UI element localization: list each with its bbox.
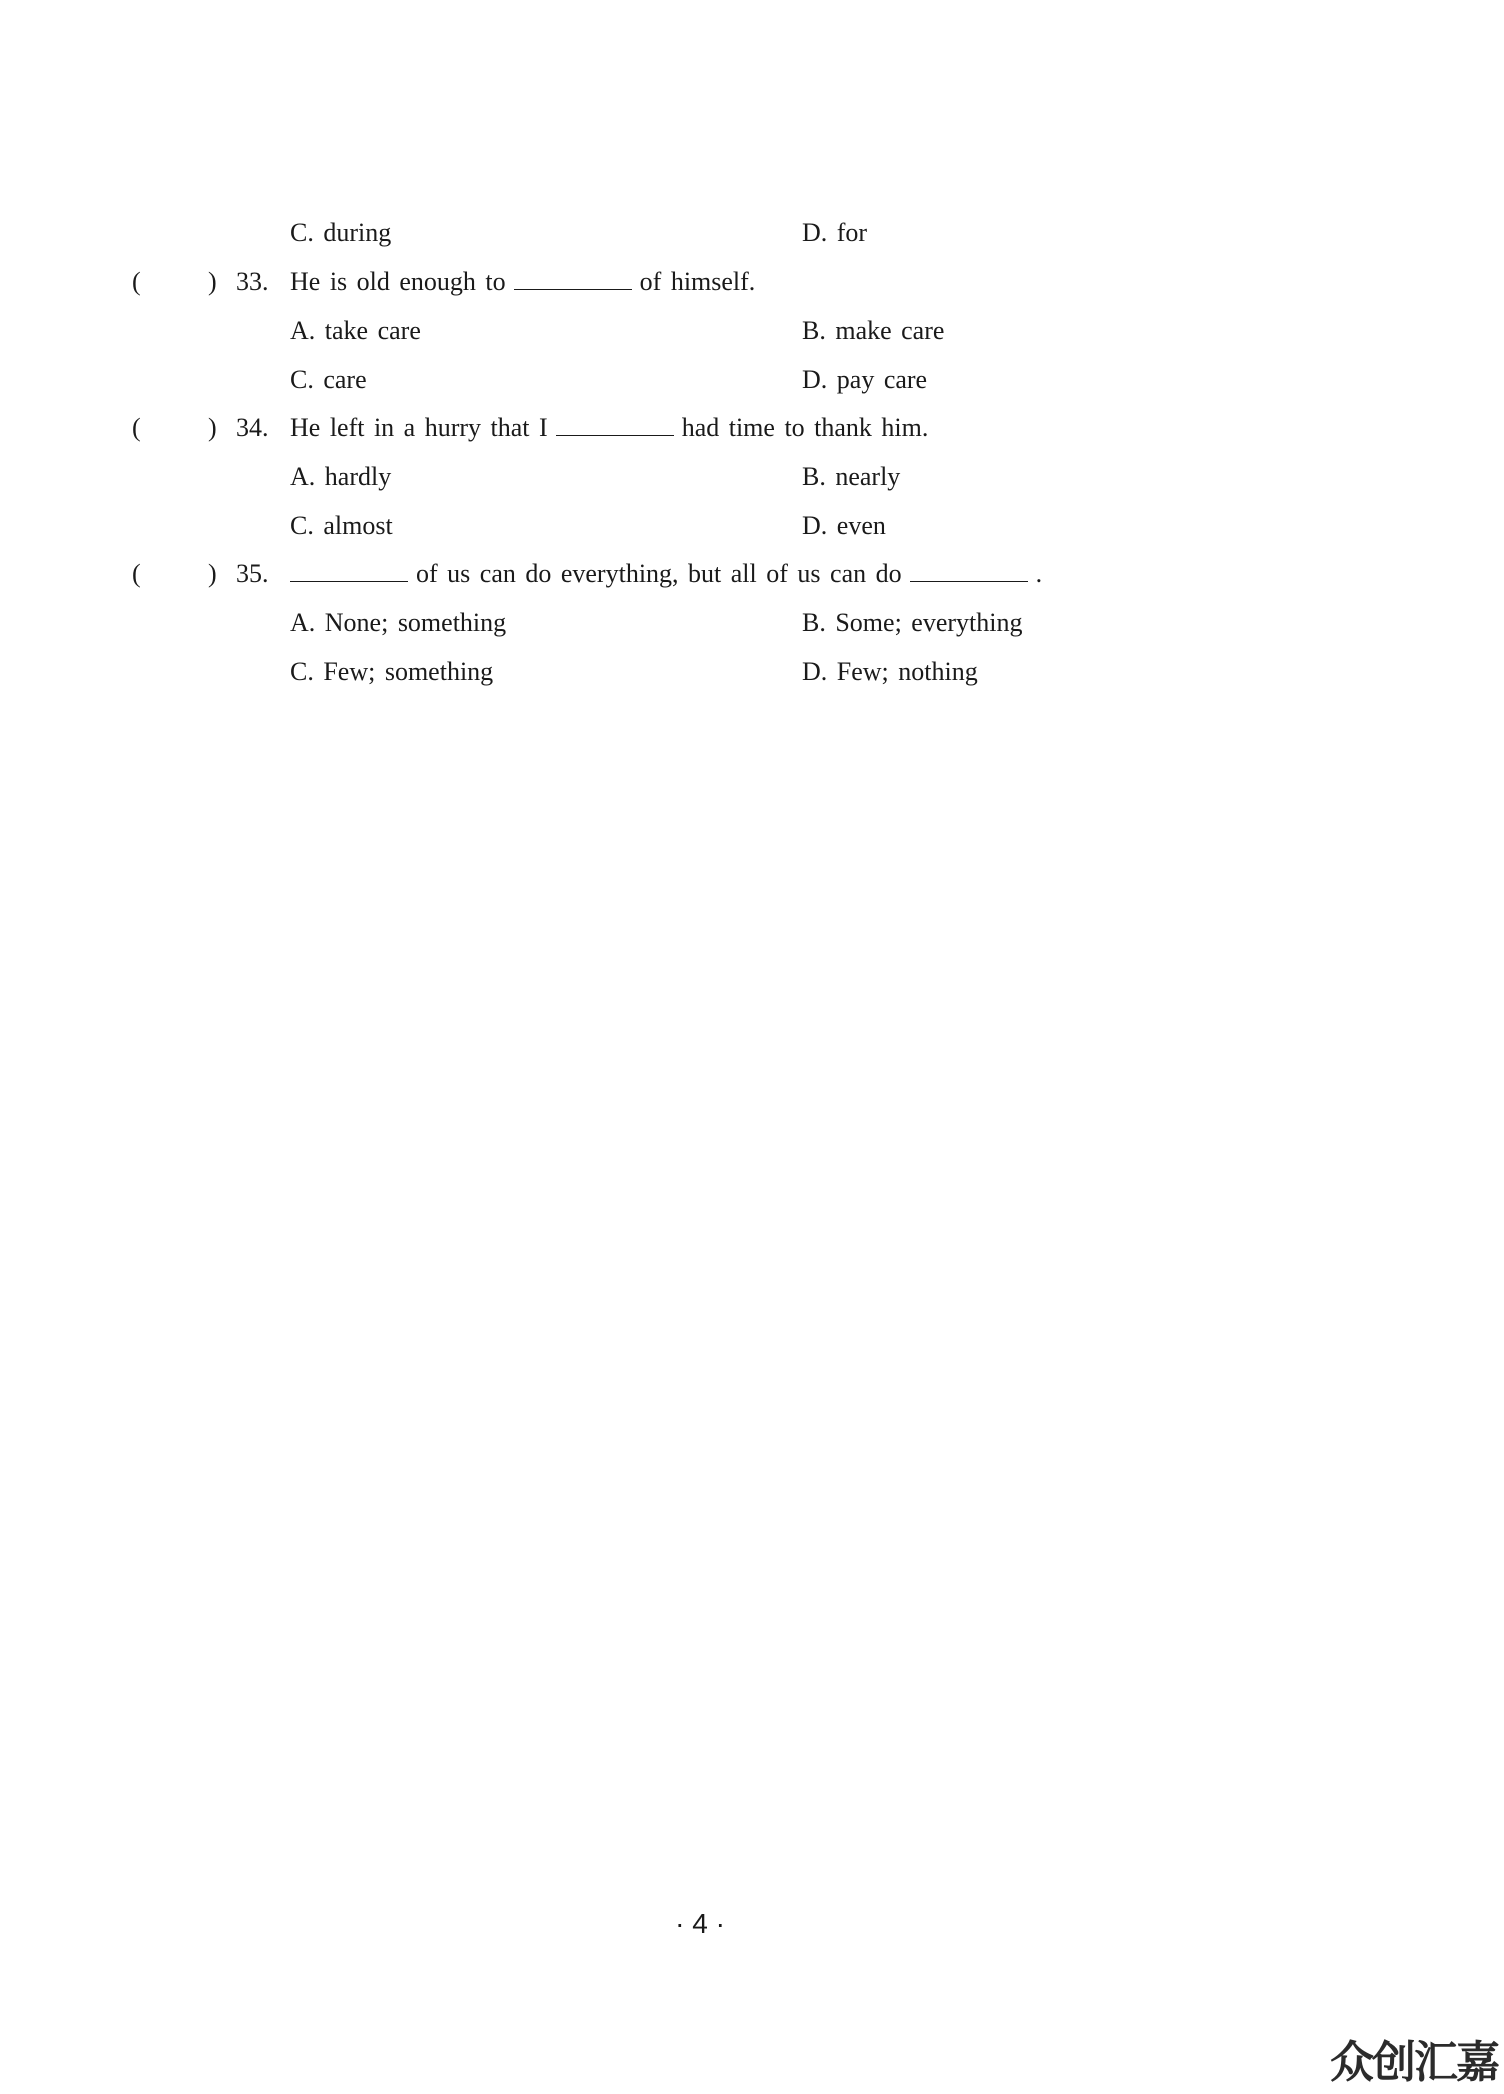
stem-before: He is old enough to bbox=[290, 267, 506, 296]
question-34-options-row-1 bbox=[0, 462, 1504, 502]
answer-paren-close: ) bbox=[208, 267, 217, 296]
question-35-options-row-2 bbox=[0, 657, 1504, 697]
option-c: C. care bbox=[290, 365, 367, 394]
stem-after: of himself. bbox=[639, 267, 756, 296]
stem-after: had time to thank him. bbox=[681, 413, 929, 442]
answer-paren-close: ) bbox=[208, 559, 217, 588]
answer-paren-open: ( bbox=[132, 559, 141, 588]
option-a: A. None; something bbox=[290, 608, 507, 637]
option-d: D. pay care bbox=[802, 365, 928, 394]
question-35-options-row-1 bbox=[0, 608, 1504, 648]
stem-end: . bbox=[1035, 559, 1043, 588]
question-number: 34. bbox=[236, 413, 269, 442]
option-c: C. almost bbox=[290, 511, 393, 540]
option-b: B. Some; everything bbox=[802, 608, 1023, 637]
option-a: A. hardly bbox=[290, 462, 392, 491]
option-a: A. take care bbox=[290, 316, 421, 345]
question-stem bbox=[290, 267, 755, 297]
option-c: C. Few; something bbox=[290, 657, 494, 686]
question-34-stem-row bbox=[0, 413, 1504, 453]
question-stem bbox=[290, 413, 928, 443]
question-35-stem-row bbox=[0, 559, 1504, 599]
page-number: · 4 · bbox=[675, 1908, 725, 1939]
option-d: D. even bbox=[802, 511, 886, 540]
stem-before: He left in a hurry that I bbox=[290, 413, 548, 442]
stem-middle: of us can do everything, but all of us can do bbox=[416, 559, 902, 588]
carryover-options-row bbox=[0, 218, 1504, 258]
watermark-logo: 众创汇嘉 bbox=[1330, 2037, 1498, 2088]
answer-blank bbox=[290, 559, 408, 582]
answer-blank bbox=[514, 267, 632, 290]
question-34-options-row-2 bbox=[0, 511, 1504, 551]
question-33-options-row-1 bbox=[0, 316, 1504, 356]
question-number: 33. bbox=[236, 267, 269, 296]
option-b: B. nearly bbox=[802, 462, 901, 491]
question-33-options-row-2 bbox=[0, 365, 1504, 405]
answer-paren-open: ( bbox=[132, 267, 141, 296]
option-c: C. during bbox=[290, 218, 392, 247]
question-33-stem-row bbox=[0, 267, 1504, 307]
question-stem bbox=[290, 559, 1042, 589]
option-d: D. for bbox=[802, 218, 868, 247]
answer-blank bbox=[556, 413, 674, 436]
option-b: B. make care bbox=[802, 316, 945, 345]
answer-blank bbox=[910, 559, 1028, 582]
option-d: D. Few; nothing bbox=[802, 657, 978, 686]
answer-paren-open: ( bbox=[132, 413, 141, 442]
question-number: 35. bbox=[236, 559, 269, 588]
answer-paren-close: ) bbox=[208, 413, 217, 442]
